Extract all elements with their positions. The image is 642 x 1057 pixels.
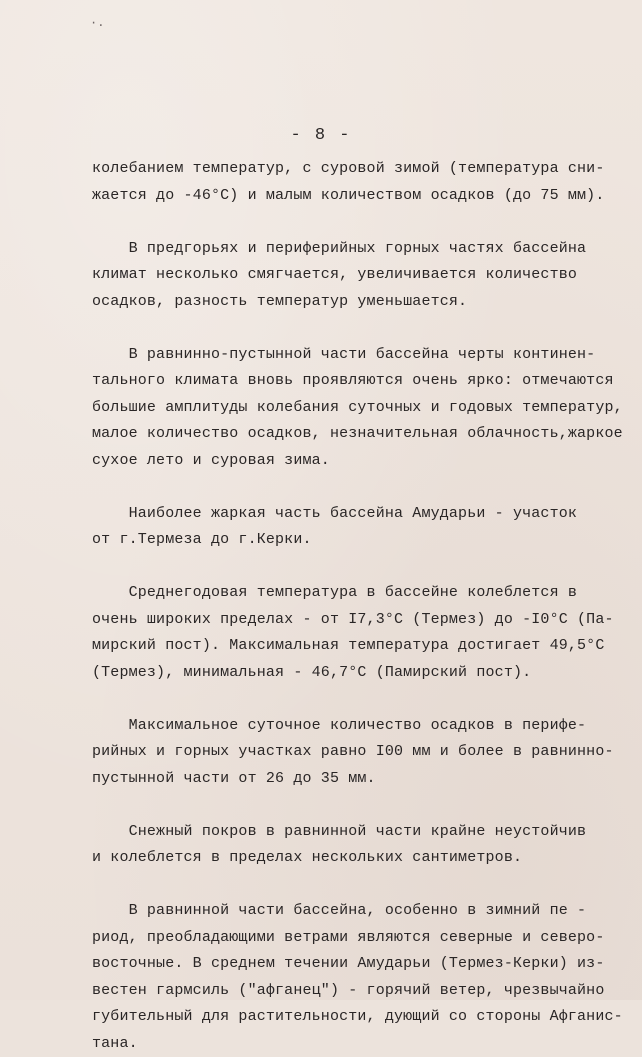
paragraph [92,580,632,686]
text-line: тального климата вновь проявляются очень ярко: отмечаются [92,368,632,395]
text-line: сухое лето и суровая зима. [92,448,632,475]
paragraph [92,819,632,872]
text-line: рийных и горных участках равно I00 мм и более в равнинно- [92,739,632,766]
text-line: мирский пост). Максимальная температура достигает 49,5°C [92,633,632,660]
text-line: В равнинно-пустынной части бассейна черты континен- [92,342,632,369]
paragraph-gap [92,474,632,501]
text-line: В предгорьях и периферийных горных частях бассейна [92,236,632,263]
text-line: (Термез), минимальная - 46,7°C (Памирский пост). [92,660,632,687]
text-line: и колеблется в пределах нескольких сантиметров. [92,845,632,872]
paragraph-gap [92,686,632,713]
paragraph-gap [92,209,632,236]
text-line: от г.Термеза до г.Керки. [92,527,632,554]
text-line: Наиболее жаркая часть бассейна Амударьи - участок [92,501,632,528]
corner-mark: ·. [90,16,104,30]
text-line: очень широких пределах - от I7,3°C (Термез) до -I0°C (Па- [92,607,632,634]
text-line: губительный для растительности, дующий со стороны Афганис- [92,1004,632,1031]
text-line: Снежный покров в равнинной части крайне неустойчив [92,819,632,846]
paragraph [92,342,632,475]
text-line: пустынной части от 26 до 35 мм. [92,766,632,793]
text-line: Среднегодовая температура в бассейне колеблется в [92,580,632,607]
text-line: большие амплитуды колебания суточных и годовых температур, [92,395,632,422]
text-line: жается до -46°C) и малым количеством осадков (до 75 мм). [92,183,632,210]
paragraph-gap [92,792,632,819]
body-text [92,156,632,1057]
page-number: - 8 - [0,126,642,145]
text-line: осадков, разность температур уменьшается. [92,289,632,316]
text-line: восточные. В среднем течении Амударьи (Термез-Керки) из- [92,951,632,978]
text-line: малое количество осадков, незначительная облачность,жаркое [92,421,632,448]
paragraph [92,156,632,209]
paragraph [92,713,632,793]
text-line: вестен гармсиль ("афганец") - горячий ветер, чрезвычайно [92,978,632,1005]
text-line: тана. [92,1031,632,1057]
paragraph-gap [92,554,632,581]
paragraph [92,236,632,316]
paragraph [92,501,632,554]
text-line: Максимальное суточное количество осадков в перифе- [92,713,632,740]
text-line: колебанием температур, с суровой зимой (температура сни- [92,156,632,183]
paragraph-gap [92,315,632,342]
text-line: риод, преобладающими ветрами являются северные и северо- [92,925,632,952]
text-line: В равнинной части бассейна, особенно в зимний пе - [92,898,632,925]
text-line: климат несколько смягчается, увеличивается количество [92,262,632,289]
paragraph-gap [92,872,632,899]
paragraph [92,898,632,1057]
